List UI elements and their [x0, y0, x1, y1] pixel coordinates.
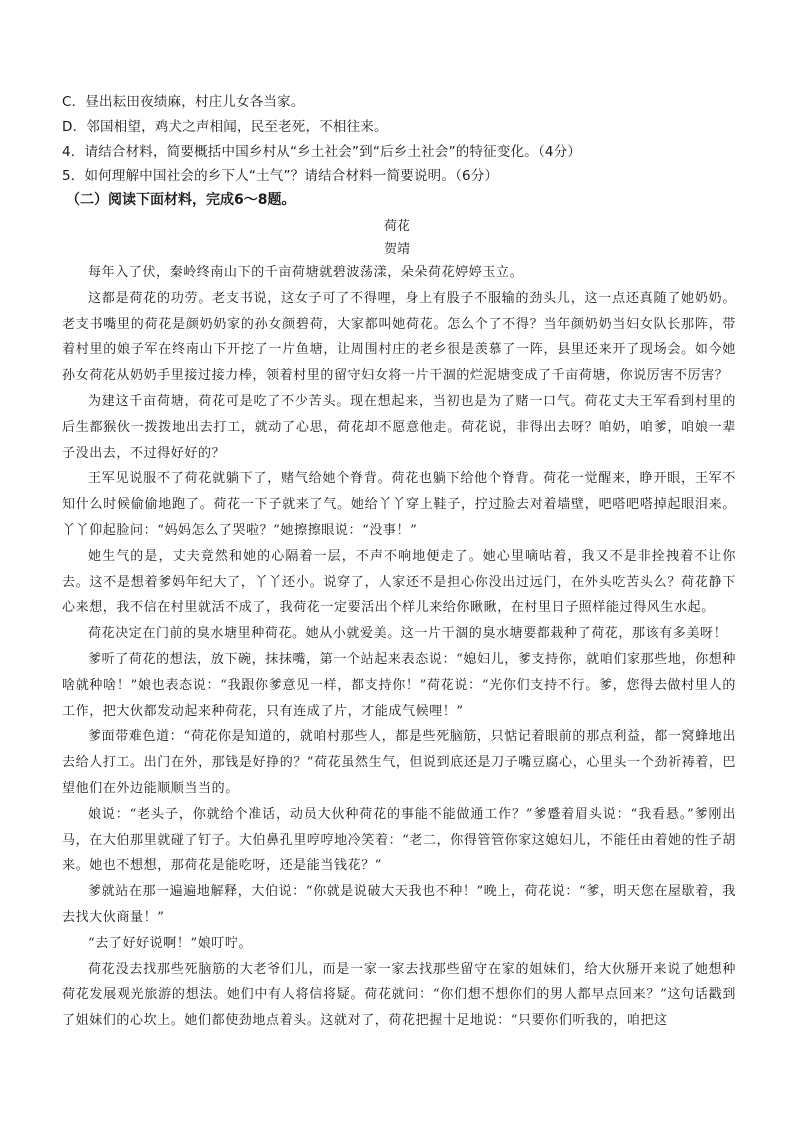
story-paragraph: 荷花没去找那些死脑筋的大老爷们儿，而是一家一家去找那些留守在家的姐妹们，给大伙掰开来说了她想种荷花发展观光旅游的想法。她们中有人将信将疑。荷花就问：“你们想不想你们的男人都早点回来？”这句话戳到了姐妹们的心坎上。她们都使劲地点着头。这就对了，荷花把握十足地说：“只要你们听我的，咱把这 [62, 961, 736, 1029]
option-d: D．邻国相望，鸡犬之声相闻，民至老死，不相往来。 [62, 119, 388, 135]
story-paragraph: 每年入了伏，秦岭终南山下的千亩荷塘就碧波荡漾，朵朵荷花婷婷玉立。 [88, 265, 524, 280]
option-c: C．昼出耘田夜绩麻，村庄儿女各当家。 [62, 94, 305, 110]
story-paragraph: “去了好好说啊！”娘叮咛。 [88, 935, 253, 951]
story-paragraph: 爹面带难色道：“荷花你是知道的，就咱村那些人，都是些死脑筋，只惦记着眼前的那点利益，都一窝蜂地出去给人打工。出门在外，那钱是好挣的？”荷花虽然生气，但说到底还是刀子嘴豆腐心，心里头一个劲祈祷着，巴望他们在外边能顺顺当当的。 [62, 729, 736, 796]
question-4: 4．请结合材料，简要概括中国乡村从“乡土社会”到“后乡土社会”的特征变化。（4分） [62, 144, 582, 160]
story-paragraph: 她生气的是，丈夫竟然和她的心隔着一层，不声不响地便走了。她心里嘀咕着，我又不是非拴拽着不让你去。这不是想着爹妈年纪大了，丫丫还小。说穿了，人家还不是担心你没出过远门，在外头吃苦头么？荷花静下心来想，我不信在村里就活不成了，我荷花一定要活出个样儿来给你瞅瞅，在村里日子照样能过得风生水起。 [62, 548, 736, 616]
story-paragraph: 荷花决定在门前的臭水塘里种荷花。她从小就爱美。这一片干涸的臭水塘要都栽种了荷花，那该有多美呀！ [88, 626, 728, 642]
story-title: 荷花 [383, 219, 410, 234]
story-paragraph: 这都是荷花的功劳。老支书说，这女子可了不得哩，身上有股子不服输的劲头儿，这一点还真随了她奶奶。老支书嘴里的荷花是颜奶奶家的孙女颜碧荷，大家都叫她荷花。怎么个了不得？当年颜奶奶当妇女队长那阵，带着村里的娘子军在终南山下开挖了一片鱼塘，让周围村庄的老乡很是羡慕了一阵，县里还来开了现场会。如今她孙女荷花从奶奶手里接过接力棒，领着村里的留守妇女将一片干涸的烂泥塘变成了千亩荷塘，你说厉害不厉害？ [62, 290, 736, 384]
story-paragraph: 为建这千亩荷塘，荷花可是吃了不少苦头。现在想起来，当初也是为了赌一口气。荷花丈夫王军看到村里的后生都猴伙一拨拨地出去打工，就动了心思，荷花却不愿意他走。荷花说，非得出去呀？咱奶，咱爹，咱娘一辈子没出去，不过得好好的？ [62, 393, 736, 461]
story-paragraph: 娘说：“老头子，你就给个准话，动员大伙种荷花的事能不能做通工作？”爹蹙着眉头说：“我看悬。”爹刚出马，在大伯那里就碰了钉子。大伯鼻孔里哼哼地冷笑着：“老二，你得管管你家这媳妇儿，不能任由着她的性子胡来。她也不想想，那荷花是能吃呀，还是能当钱花？” [62, 806, 736, 874]
story-paragraph: 爹就站在那一遍遍地解释，大伯说：“你就是说破大天我也不种！”晚上，荷花说：“爹，明天您在屋歇着，我去找大伙商量！” [62, 884, 736, 925]
section-heading: （二）阅读下面材料，完成6～8题。 [66, 192, 296, 208]
story-author: 贺靖 [383, 242, 410, 257]
story-paragraph: 王军见说服不了荷花就躺下了，赌气给她个脊背。荷花也躺下给他个脊背。荷花一觉醒来，睁开眼，王军不知什么时候偷偷地跑了。荷花一下子就来了气。她给丫丫穿上鞋子，拧过脸去对着墙壁，吧嗒吧嗒掉起眼泪来。丫丫仰起脸问：“妈妈怎么了哭啦？”她擦擦眼说：“没事！” [62, 471, 736, 538]
story-paragraph: 爹听了荷花的想法，放下碗，抹抹嘴，第一个站起来表态说：“媳妇儿，爹支持你，就咱们家那些地，你想种啥就种啥！”娘也表态说：“我跟你爹意见一样，都支持你！”荷花说：“光你们支持不行。爹，您得去做村里人的工作，把大伙都发动起来种荷花，只有连成了片，才能成气候哩！” [62, 651, 736, 719]
story-body [62, 260, 736, 1034]
question-5: 5．如何理解中国社会的乡下人“土气”？请结合材料一简要说明。（6分） [62, 168, 499, 184]
